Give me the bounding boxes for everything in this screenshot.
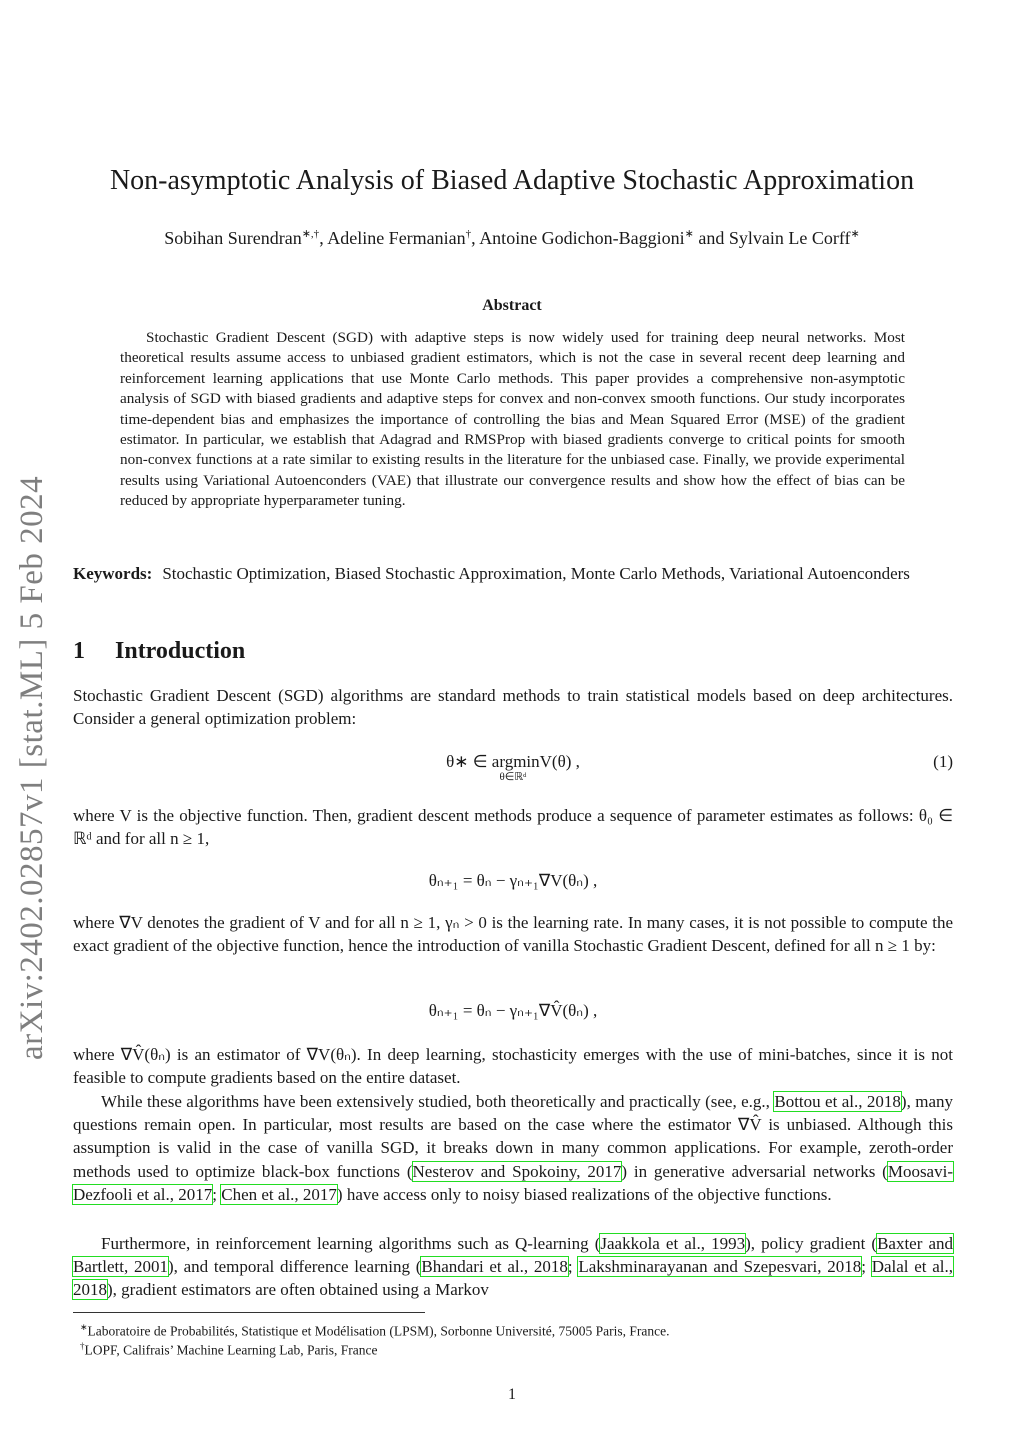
paragraph-text: ), gradient estimators are often obtained using a Markov: [107, 1280, 489, 1300]
intro-paragraph: [73, 1090, 953, 1206]
paper-title: Non-asymptotic Analysis of Biased Adaptive Stochastic Approximation: [109, 165, 915, 196]
footnote-mark: †: [80, 1341, 85, 1351]
paragraph-text: ), policy gradient (: [745, 1234, 878, 1253]
equation-2: θₙ₊₁ = θₙ − γₙ₊₁∇V(θₙ) ,: [428, 871, 598, 890]
footnote-text: Laboratoire de Probabilités, Statistique et Modélisation (LPSM), Sorbonne Université, 75005 Paris, France.: [87, 1323, 670, 1339]
keywords: [73, 562, 953, 585]
page-number: 1: [508, 1386, 516, 1403]
author-name: Sobihan Surendran: [164, 228, 302, 248]
paragraph-text: ) have access only to noisy biased realizations of the objective functions.: [336, 1184, 832, 1204]
author-affiliation-mark[interactable]: ∗: [684, 228, 694, 240]
equation-3: θₙ₊₁ = θₙ − γₙ₊₁∇V̂(θₙ) ,: [428, 1001, 598, 1020]
paragraph-text: ) in generative adversarial networks (: [621, 1161, 888, 1181]
intro-paragraph: [73, 1232, 953, 1302]
author-name: Sylvain Le Corff: [728, 228, 851, 248]
footnote: [80, 1337, 950, 1360]
intro-paragraph: where ∇V̂(θₙ) is an estimator of ∇V(θₙ). In deep learning, stochasticity emerges with the use of mini-batches, since it is not feasible to compute gradients based on the entire dataset.: [73, 1045, 953, 1088]
citation-link[interactable]: Bhandari et al., 2018: [421, 1257, 568, 1277]
intro-paragraph: Stochastic Gradient Descent (SGD) algorithms are standard methods to train statistical models based on deep architectures. Consider a general optimization problem:: [73, 686, 953, 729]
footnote-mark: ∗: [80, 1322, 88, 1332]
citation-link[interactable]: Jaakkola et al., 1993: [600, 1234, 746, 1253]
arxiv-identifier-stamp: arXiv:2402.02857v1 [stat.ML] 5 Feb 2024: [14, 475, 50, 1060]
footnote-text: LOPF, Califrais’ Machine Learning Lab, Paris, France: [84, 1342, 378, 1358]
equation-1-number: (1): [933, 752, 953, 771]
paragraph-text: ;: [212, 1184, 217, 1204]
intro-paragraph: where ∇V denotes the gradient of V and for all n ≥ 1, γₙ > 0 is the learning rate. In many cases, it is not possible to compute the exact gradient of the objective function, hence the introduction of vanilla Stochastic Gradient Descent, defined for all n ≥ 1 by:: [73, 913, 953, 956]
section-title: Introduction: [115, 638, 246, 664]
author-list: Sobihan Surendran∗,†, Adeline Fermanian†, Antoine Godichon-Baggioni∗ and Sylvain Le Corff∗: [164, 228, 860, 248]
paragraph-text: ;: [861, 1257, 866, 1277]
equation-1-main: θ∗ ∈ argminV(θ) ,: [446, 752, 580, 771]
paragraph-text: ), and temporal difference learning (: [167, 1257, 422, 1277]
author-affiliation-mark[interactable]: †: [465, 228, 472, 240]
abstract-heading: Abstract: [482, 297, 542, 314]
section-number: 1: [73, 638, 85, 664]
section-heading: [73, 638, 245, 665]
paragraph-text: ), many questions remain open. In particular, most results are based on the case where the estimator ∇V̂ is unbiased. Although this assumption is valid in the case of vanilla SGD, it breaks down in many common applications. For example, zeroth-order methods used to optimize black-box functions (: [73, 1092, 954, 1181]
abstract-body: Stochastic Gradient Descent (SGD) with adaptive steps is now widely used for training deep neural networks. Most theoretical results assume access to unbiased gradient estimators, which is not the case in several recent deep learning and reinforcement learning applications that use Monte Carlo methods. This paper provides a comprehensive non-asymptotic analysis of SGD with biased gradients and adaptive steps for convex and non-convex smooth functions. Our study incorporates time-dependent bias and emphasizes the importance of controlling the bias and Mean Squared Error (MSE) of the gradient estimator. In particular, we establish that Adagrad and RMSProp with biased gradients converge to critical points for smooth non-convex functions at a rate similar to existing results in the literature for the unbiased case. Finally, we provide experimental results using Variational Autoenconders (VAE) that illustrate our convergence results and show how the effect of bias can be reduced by appropriate hyperparameter tuning.: [120, 329, 905, 510]
keywords-label: Keywords:: [73, 564, 153, 583]
citation-link[interactable]: Baxter and Bartlett, 2001: [73, 1234, 953, 1277]
citation-link[interactable]: Lakshminarayanan and Szepesvari, 2018: [578, 1257, 862, 1277]
author-name: Adeline Fermanian: [327, 228, 466, 248]
citation-link[interactable]: Moosavi-Dezfooli et al., 2017: [73, 1161, 953, 1204]
author-affiliation-mark[interactable]: ∗,†: [301, 228, 320, 240]
paragraph-text: Furthermore, in reinforcement learning algorithms such as Q-learning (: [101, 1234, 601, 1253]
citation-link[interactable]: Bottou et al., 2018: [774, 1092, 901, 1111]
footnote-divider: [73, 1312, 425, 1313]
citation-link[interactable]: Nesterov and Spokoiny, 2017: [412, 1161, 622, 1181]
author-affiliation-mark[interactable]: ∗: [850, 228, 860, 240]
equation-1-subscript: θ∈ℝᵈ: [499, 771, 527, 783]
author-name: Antoine Godichon-Baggioni: [479, 228, 685, 248]
author-conjunction: and: [698, 228, 725, 248]
keywords-text: Stochastic Optimization, Biased Stochastic Approximation, Monte Carlo Methods, Variational Autoenconders: [162, 564, 910, 583]
citation-link[interactable]: Dalal et al., 2018: [73, 1257, 953, 1300]
equation-1: [73, 752, 953, 783]
paragraph-text: ;: [567, 1257, 573, 1277]
paragraph-text: While these algorithms have been extensively studied, both theoretically and practically (see, e.g.,: [101, 1092, 770, 1111]
intro-paragraph: where V is the objective function. Then, gradient descent methods produce a sequence of parameter estimates as follows: θ₀ ∈ ℝᵈ and for all n ≥ 1,: [73, 806, 953, 849]
citation-link[interactable]: Chen et al., 2017: [221, 1184, 337, 1204]
